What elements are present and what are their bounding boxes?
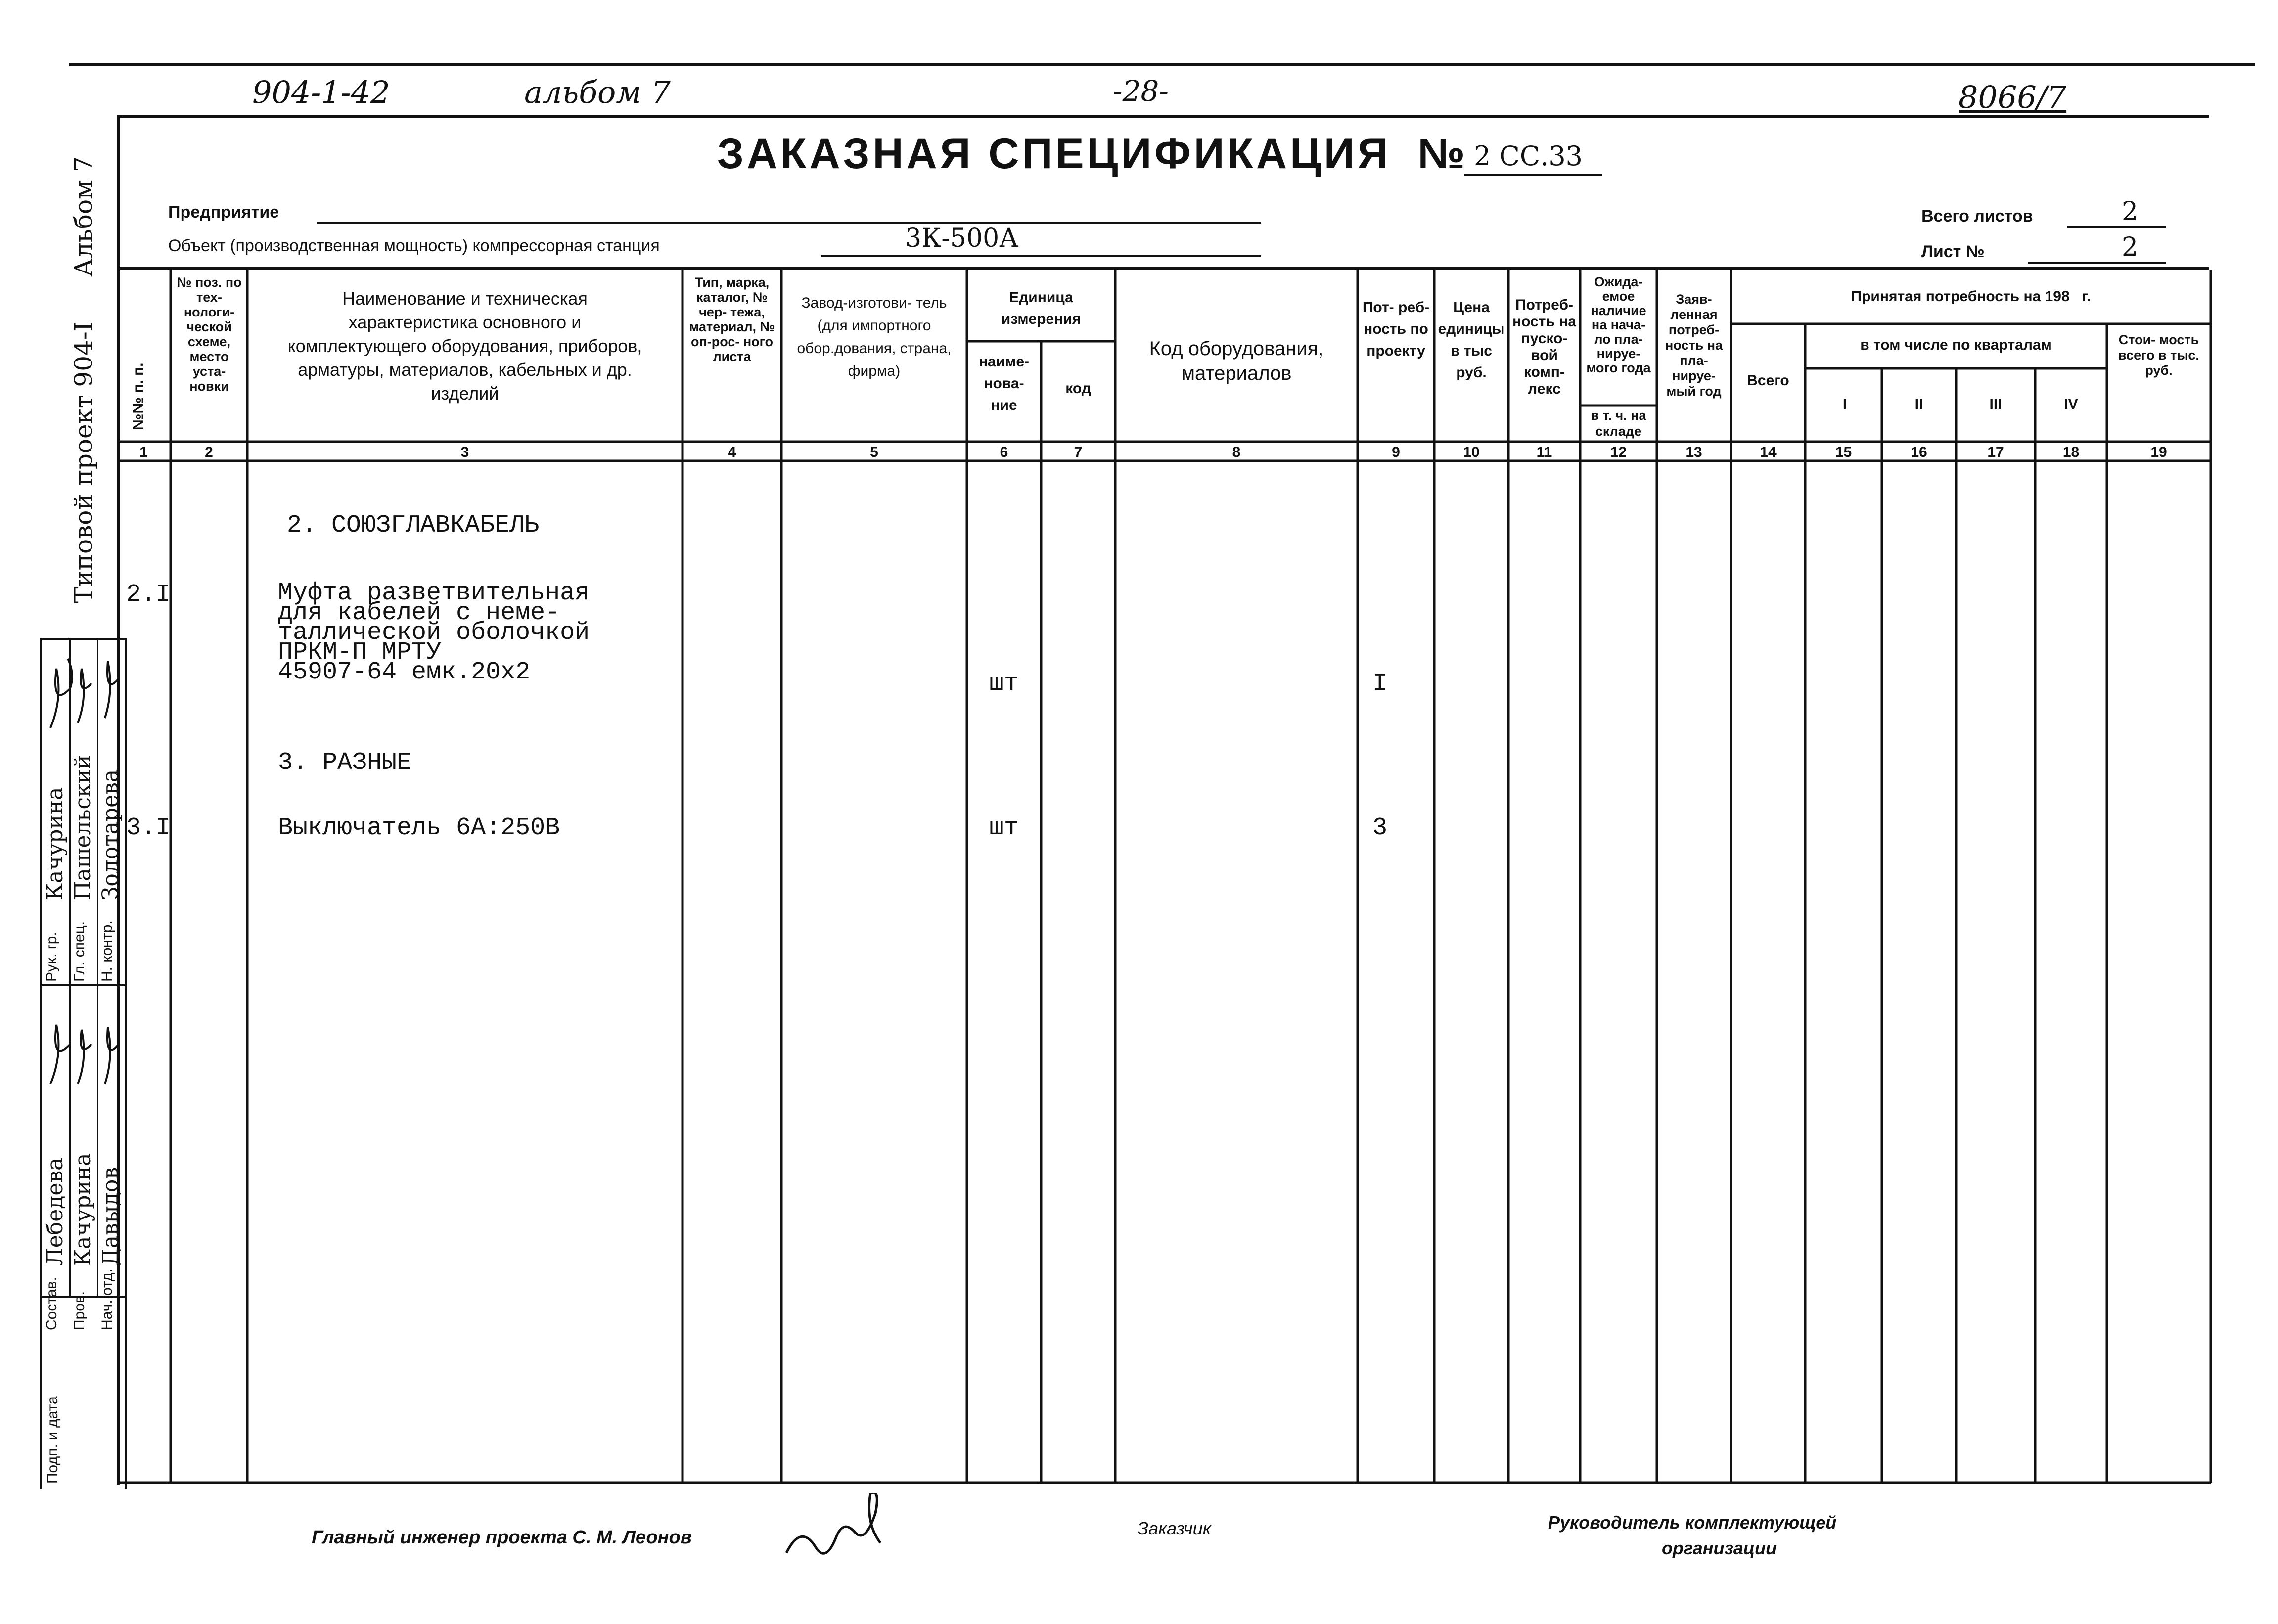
col-number-2: 2 [205,444,213,460]
approval-role-2: Гл. спец. [71,921,88,982]
col-number-7: 7 [1074,444,1083,460]
supplier-head-label-2: организации [1662,1538,1777,1558]
col-header-4: Тип, марка, каталог, № чер- тежа, материал, № оп-рос- ного листа [689,275,775,364]
col-number-3: 3 [460,444,469,460]
table-row-3-1-number: 3.I [126,814,171,842]
document-number-label: № [1417,130,1468,178]
approval-name-2: Пашельский [70,754,95,900]
table-row-2-1-unit: шт [989,670,1019,698]
col-header-15: I [1842,396,1847,412]
col-number-12: 12 [1610,444,1627,460]
approval-role-5: Пров. [71,1291,88,1330]
col-number-9: 9 [1392,444,1400,460]
supplier-head-label-1: Руководитель комплектующей [1548,1512,1837,1533]
approval-role-1: Рук. гр. [44,932,60,982]
side-project-label: Типовой проект 904-I [69,321,98,603]
table-row-2-1-name: Муфта разветвительная для кабелей с неме- таллической оболочкой ПРКМ-П МРТУ 45907-64 емк.20х2 [278,579,590,686]
approval-name-3: Золотарева [98,769,123,900]
approval-role-4: Состав. [44,1277,60,1330]
sheet-number-label: Лист № [1921,242,1985,261]
col-number-6: 6 [1000,444,1008,460]
col-header-2: № поз. по тех- нологи- ческой схеме, место уста- новки [177,275,242,394]
sheets-total-value: 2 [2122,197,2139,226]
object-label: Объект (производственная мощность) компрессорная станция [168,236,660,255]
col-number-8: 8 [1232,444,1241,460]
col-number-4: 4 [728,444,736,460]
col-number-19: 19 [2150,444,2167,460]
col-number-17: 17 [1987,444,2004,460]
document-title-text: ЗАКАЗНАЯ СПЕЦИФИКАЦИЯ [717,130,1391,178]
col-header-12-sub: в т. ч. на складе [1591,408,1646,439]
col-header-14: Всего [1747,372,1789,389]
col-header-18: IV [2064,396,2078,412]
col-number-1: 1 [139,444,148,460]
approval-name-4: Лебедева [43,1157,68,1266]
approval-role-6: Нач. отд. [99,1268,115,1330]
project-code: 904-1-42 [252,74,390,110]
album-label: альбом 7 [524,74,671,110]
approval-name-1: Качурина [43,787,68,900]
col-number-10: 10 [1463,444,1480,460]
document-number: 2 СС.33 [1474,140,1583,172]
col-number-15: 15 [1835,444,1852,460]
col-number-5: 5 [870,444,878,460]
table-row-2-1-qty: I [1372,670,1388,698]
object-value: 3К-500А [905,224,1019,253]
col-number-13: 13 [1686,444,1702,460]
document-code: 8066/7 [1959,79,2067,115]
col-header-10: Цена единицы в тыс руб. [1438,299,1505,381]
table-row-3-1-name: Выключатель 6А:250В [278,814,560,842]
col-header-13: Заяв- ленная потреб- ность на пла- нируе- мый год [1665,292,1723,399]
approval-role-3: Н. контр. [99,920,115,982]
page-number: -28- [1113,74,1169,108]
col-header-quarters-group: в том числе по кварталам [1860,337,2052,353]
section-heading-2: 2. СОЮЗГЛАВКАБЕЛЬ [287,511,540,540]
chief-engineer-signature [781,1493,900,1568]
table-row-2-1-number: 2.I [126,581,171,609]
col-header-5: Завод-изготови- тель (для импортного обор.дования, страна, фирма) [797,295,952,379]
col-header-8: Код оборудования, материалов [1149,338,1324,384]
sign-date-label: Подп. и дата [45,1396,61,1484]
col-header-16: II [1914,396,1923,412]
col-header-units-group: Единица измерения [1001,289,1081,327]
table-row-3-1-unit: шт [989,814,1019,842]
section-heading-3: 3. РАЗНЫЕ [278,749,412,777]
col-header-6: наиме- нова- ние [978,354,1030,413]
approval-name-6: Давыдов [98,1167,123,1266]
col-header-9: Пот- реб- ность по проекту [1362,299,1430,359]
enterprise-label: Предприятие [168,203,279,222]
col-number-14: 14 [1760,444,1777,460]
col-header-17: III [1989,396,2002,412]
col-header-11: Потреб- ность на пуско- вой комп- лекс [1512,297,1576,397]
approval-name-5: Качурина [70,1153,95,1266]
col-header-7: код [1065,380,1091,397]
col-header-accepted-group: Принятая потребность на 198 г. [1851,288,2091,305]
customer-label: Заказчик [1138,1518,1211,1538]
col-header-1: №№ п. п. [130,362,146,430]
side-album-label: Альбом 7 [69,156,98,277]
col-number-11: 11 [1536,444,1552,460]
col-number-18: 18 [2062,444,2080,460]
col-header-12: Ожида- емое наличие на нача- ло пла- нируе- мого года [1586,274,1651,375]
table-row-3-1-qty: 3 [1372,814,1388,842]
col-header-19: Стои- мость всего в тыс. руб. [2118,332,2199,378]
sheets-total-label: Всего листов [1921,207,2033,226]
sheet-number-value: 2 [2122,232,2139,262]
col-header-3: Наименование и техническая характеристика основного и комплектующего оборудования, приборов, арматуры, материалов, кабельных и др. изделий [287,288,642,404]
col-number-16: 16 [1911,444,1927,460]
chief-engineer-label: Главный инженер проекта С. М. Леонов [312,1527,692,1548]
